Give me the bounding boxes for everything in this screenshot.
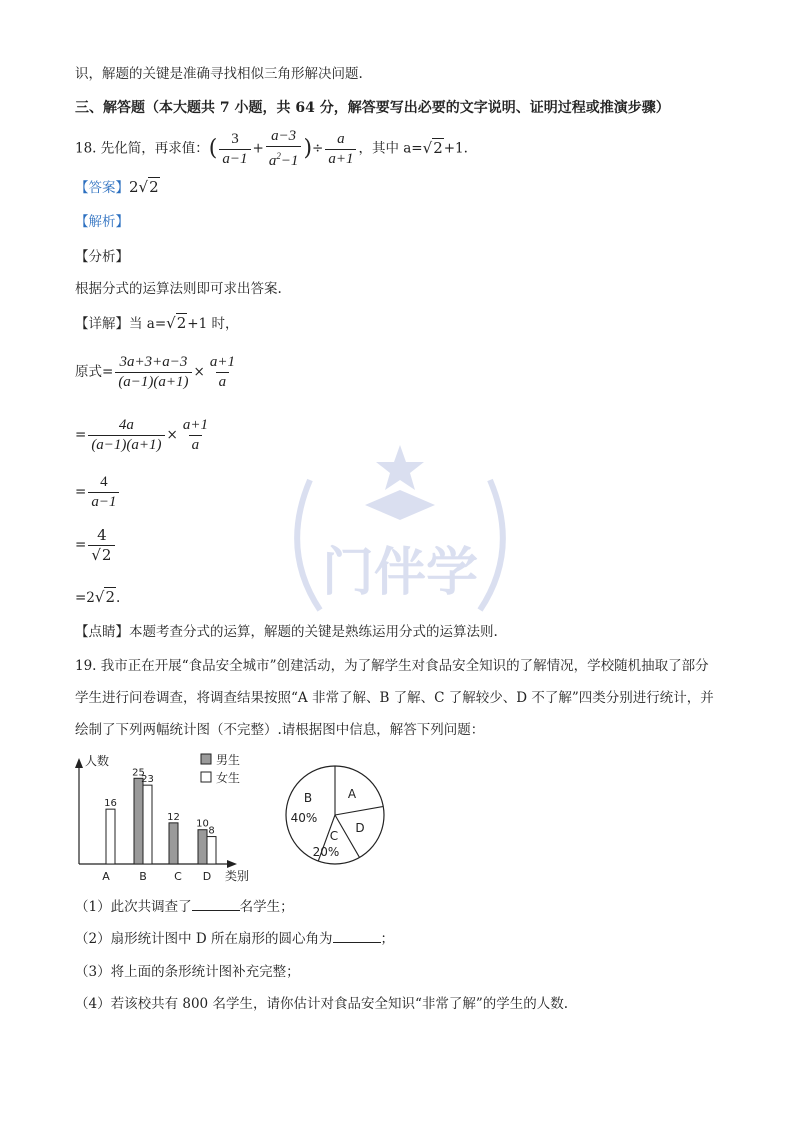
step-1: 原式= $\frac{3a+3+a-3}{(a-1)(a+1)}$ × $\frac{a+1}{a}$ [75,354,235,390]
bar-D-男生 [198,830,207,864]
category-tick-label: D [202,870,212,883]
bar-C-男生 [169,823,178,864]
legend-swatch [201,772,211,782]
q18-suffix-b: +1. [443,140,468,157]
sub1-text-a: （1）此次共调查了 [75,899,192,915]
comment-tag: 【点睛】 [75,624,129,640]
pie-slice-percent: 20% [312,845,340,859]
bar-B-男生 [134,778,143,864]
y-axis-label: 人数 [85,754,110,768]
analysis-tag: 【分析】 [75,249,129,265]
q18-answer: 【答案】2√2 [75,178,159,196]
sub2-text-b: ； [380,931,394,947]
bar-value-label: 10 [196,818,209,830]
q19-sub-2 [75,929,394,949]
watermark-logo [270,440,530,634]
watermark-text: 门伴学 [321,543,479,603]
bar-A-女生 [106,809,115,864]
pie-slice-label: B [303,791,313,805]
explain-tag: 【解析】 [75,214,129,230]
bar-D-女生 [207,837,216,864]
analysis-text: 根据分式的运算法则即可求出答案. [75,281,282,297]
q19-sub-4: （4）若该校共有 800 名学生，请你估计对食品安全知识“非常了解”的学生的人数. [75,996,569,1012]
q18-prefix: 先化简，再求值： [100,140,209,157]
bar-chart [65,748,270,888]
sub2-text-a: （2）扇形统计图中 D 所在扇形的圆心角为 [75,931,333,947]
intro-line: 识，解题的关键是准确寻找相似三角形解决问题. [75,66,363,82]
detail-text-a: 当 a= [129,316,167,332]
q18-number: 18. [75,140,97,157]
bars-group [102,767,216,883]
step1-prefix: 原式= [75,364,114,380]
x-axis-arrow [227,860,237,868]
answer-blank-1[interactable] [192,910,240,911]
bar-value-label: 12 [167,811,180,823]
step-3: = $\frac{4}{a-1}$ [75,472,121,512]
final-suffix: . [116,590,121,606]
sub1-text-b: 名学生； [239,899,294,915]
pie-slice-label: D [355,821,365,835]
y-axis-arrow [75,758,83,768]
legend-swatch [201,754,211,764]
legend-label: 女生 [216,771,241,785]
section-heading: 三、解答题（本大题共 7 小题，共 64 分，解答要写出必要的文字说明、证明过程或推演步骤） [75,100,670,116]
pie-slice-label: A [347,787,357,801]
step-4: = $\frac{4}{√2}$ [75,525,117,565]
detail-line: 【详解】当 a=√2+1 时， [75,314,239,332]
pie-slice-percent: 40% [290,811,318,825]
pie-chart [280,760,390,870]
detail-tag: 【详解】 [75,316,129,332]
category-tick-label: C [174,870,182,883]
bar-value-label: 25 [132,767,145,779]
q19-sub-1 [75,897,294,917]
step-2: = $\frac{4a}{(a-1)(a+1)}$ × $\frac{a+1}{a}$ [75,417,208,453]
category-tick-label: A [102,870,110,883]
detail-text-b: +1 时， [187,316,239,332]
legend [201,752,240,785]
legend-label: 男生 [216,753,241,767]
q19-line-2: 学生进行问卷调查，将调查结果按照“A 非常了解、B 了解、C 了解较少、D 不了解”四类分别进行统计，并 [75,690,714,706]
x-axis-label: 类别 [225,869,250,883]
bar-value-label: 23 [141,774,154,786]
final-prefix: =2 [75,590,95,606]
comment-line [75,622,498,642]
q19-line-1: 19. 我市正在开展“食品安全城市”创建活动，为了解学生对食品安全知识的了解情况，学校随机抽取了部分 [75,658,709,674]
q19-line-3: 绘制了下列两幅统计图（不完整）.请根据图中信息，解答下列问题： [75,722,485,738]
pie-slice-label: C [329,829,339,843]
q19-sub-3: （3）将上面的条形统计图补充完整； [75,964,300,980]
q18-suffix-a: ，其中 a= [358,140,423,157]
bar-value-label: 8 [208,825,215,837]
step-final: =2√2. [75,588,121,606]
answer-blank-2[interactable] [333,942,381,943]
q18-statement: 18. 先化简，再求值：( $\frac{3}{a-1}$ + $\frac{a-3}{a^2-1}$ )÷ $\frac{a}{a+1}$ ，其中 a=√2+1. [75,128,468,169]
category-tick-label: B [139,870,147,883]
bar-value-label: 16 [104,798,117,810]
answer-coef: 2 [129,178,139,196]
comment-text: 本题考查分式的运算，解题的关键是熟练运用分式的运算法则. [129,624,498,640]
answer-tag: 【答案】 [75,180,129,196]
bar-B-女生 [143,785,152,864]
